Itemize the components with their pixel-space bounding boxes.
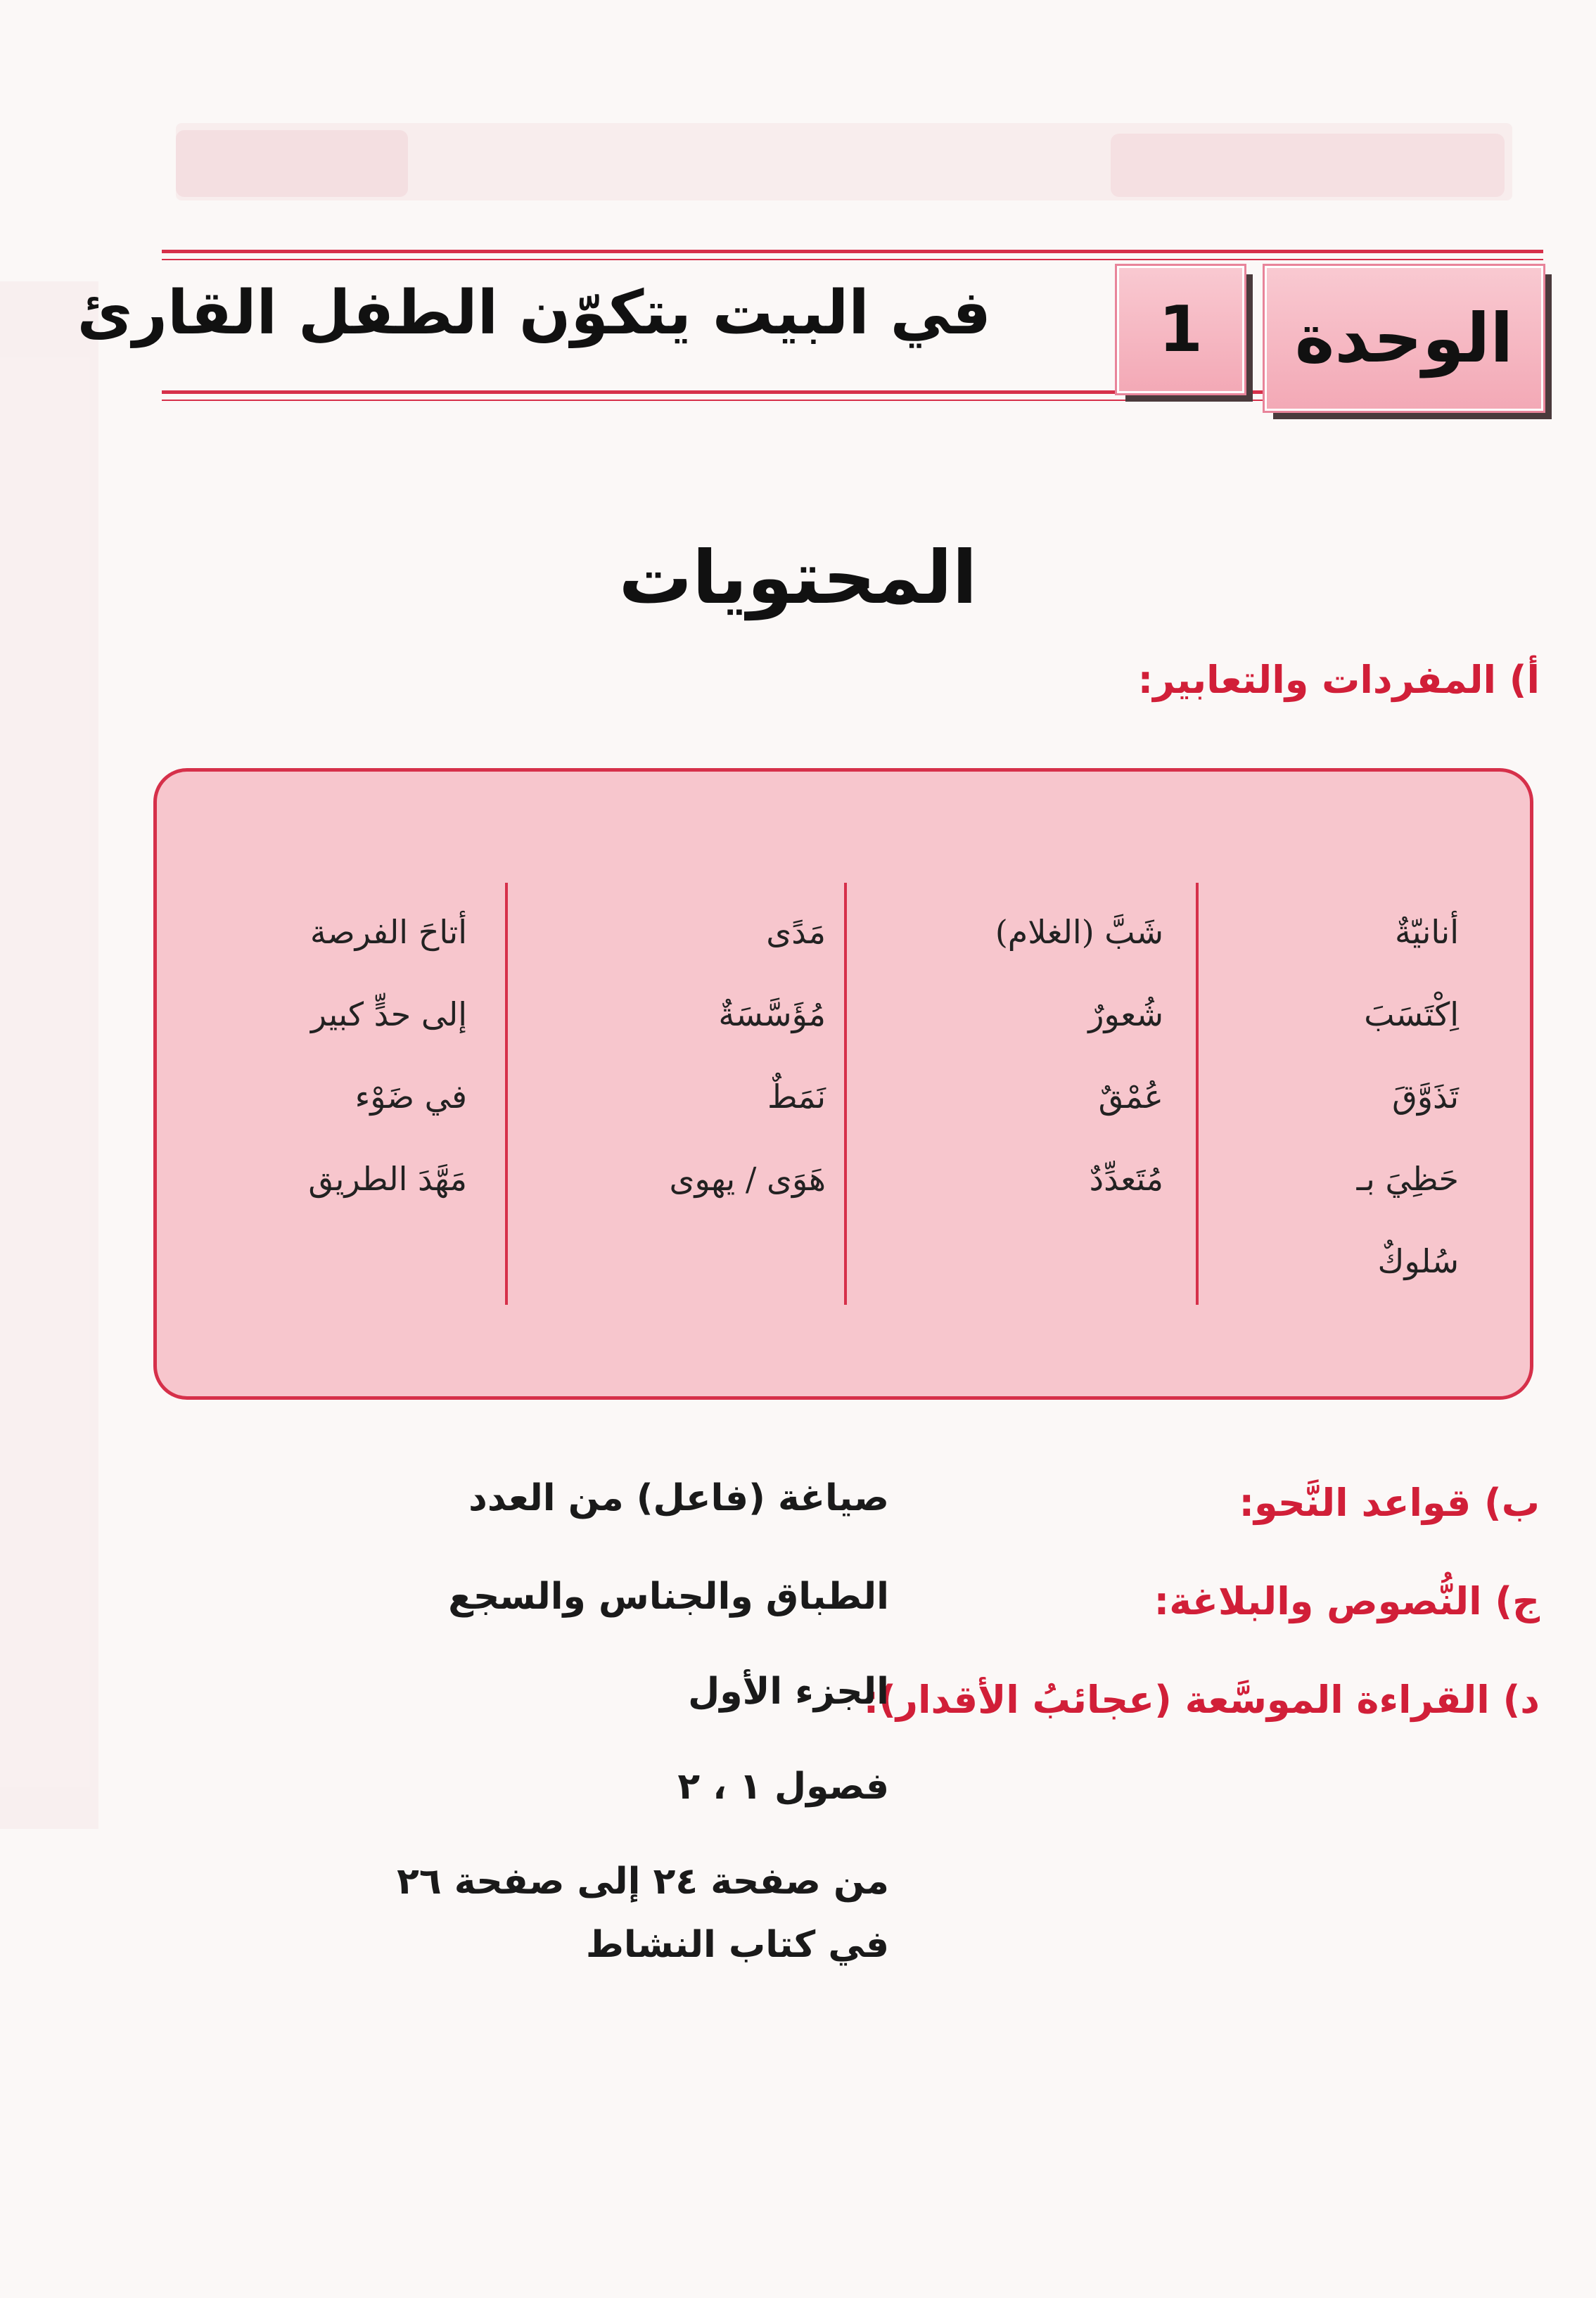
vocab-word: عُمْقٌ bbox=[1098, 1078, 1163, 1116]
vocab-column-1 bbox=[1357, 911, 1459, 1322]
vocab-word: أنانيّةٌ bbox=[1395, 913, 1459, 951]
grammar-value: صياغة (فاعل) من العدد bbox=[468, 1477, 889, 1519]
column-divider bbox=[1196, 883, 1199, 1305]
vocab-word: أتاحَ الفرصة bbox=[309, 913, 467, 951]
vocab-word: مُؤَسَّسَةٌ bbox=[718, 995, 826, 1033]
column-divider bbox=[505, 883, 508, 1305]
vocab-word: سُلوكٌ bbox=[1377, 1242, 1459, 1280]
vocab-word: اِكْتَسَبَ bbox=[1364, 995, 1459, 1033]
show-through-pill bbox=[176, 130, 408, 197]
vocab-word: مَدًى bbox=[766, 913, 826, 951]
texts-value: الطباق والجناس والسجع bbox=[448, 1576, 889, 1618]
vocab-column-3 bbox=[669, 911, 826, 1240]
vocab-word: إلى حدٍّ كبير bbox=[310, 995, 467, 1033]
reading-part: الجزء الأول bbox=[688, 1671, 889, 1713]
page-title: المحتويات bbox=[618, 535, 978, 620]
column-divider bbox=[844, 883, 847, 1305]
header-rule bbox=[162, 259, 1543, 260]
vocab-word: مَهَّدَ الطريق bbox=[308, 1160, 467, 1198]
vocab-word: تَذَوَّقَ bbox=[1392, 1078, 1459, 1116]
extended-reading-label: د) القراءة الموسَّعة (عجائبُ الأقدار): bbox=[863, 1678, 1540, 1722]
unit-number-badge bbox=[1117, 266, 1244, 393]
vocab-word: في ضَوْء bbox=[355, 1078, 467, 1116]
vocab-word: شَبَّ (الغلام) bbox=[995, 913, 1163, 951]
texts-label: ج) النُّصوص والبلاغة: bbox=[1154, 1579, 1540, 1623]
show-through-margin bbox=[0, 281, 98, 1829]
reading-source: في كتاب النشاط bbox=[585, 1924, 889, 1966]
vocab-word: حَظِيَ بـ bbox=[1356, 1160, 1459, 1198]
vocabulary-heading: أ) المفردات والتعابير: bbox=[1137, 658, 1540, 702]
vocab-word: شُعورٌ bbox=[1088, 995, 1163, 1033]
unit-number: 1 bbox=[1158, 293, 1203, 366]
vocab-column-4 bbox=[308, 911, 467, 1240]
vocab-word: مُتَعدِّدٌ bbox=[1089, 1160, 1163, 1198]
unit-title: في البيت يتكوّن الطفل القارئ bbox=[77, 278, 991, 348]
unit-badge bbox=[1265, 266, 1543, 411]
grammar-label: ب) قواعد النَّحو: bbox=[1239, 1481, 1540, 1525]
header-rule bbox=[162, 250, 1543, 253]
reading-pages: من صفحة ٢٤ إلى صفحة ٢٦ bbox=[397, 1860, 889, 1903]
show-through-pill bbox=[1111, 134, 1505, 197]
vocab-word: نَمَطٌ bbox=[767, 1078, 826, 1116]
reading-chapters: فصول ١ ، ٢ bbox=[677, 1766, 889, 1808]
vocab-column-2 bbox=[995, 911, 1163, 1240]
vocab-word: هَوَى / يهوى bbox=[669, 1160, 826, 1198]
unit-label: الوحدة bbox=[1294, 299, 1514, 378]
